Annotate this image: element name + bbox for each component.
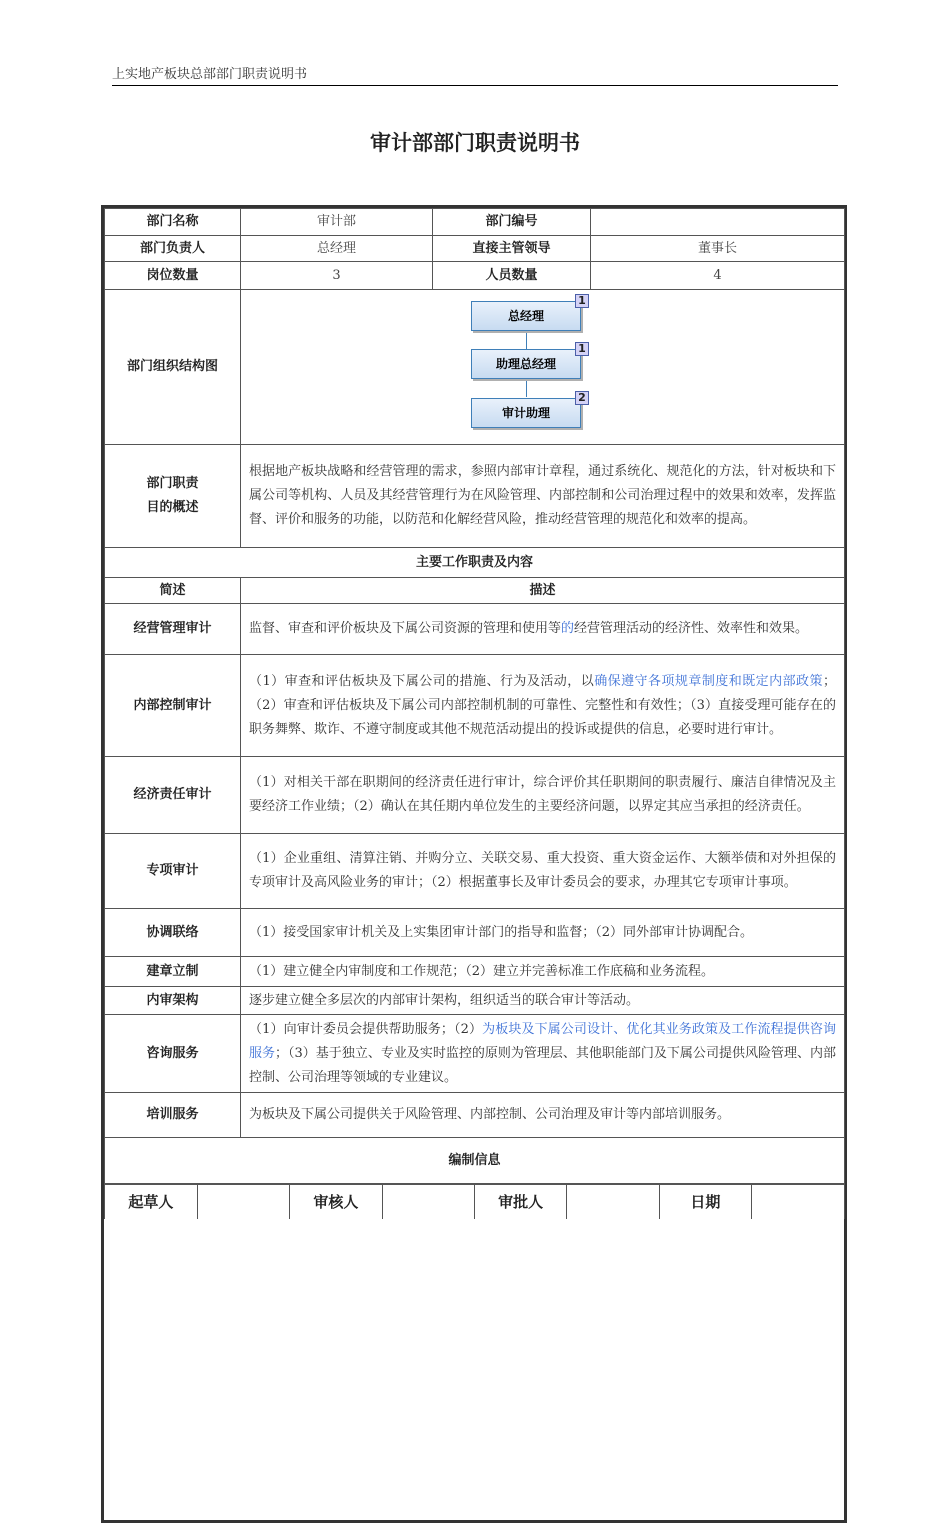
- supervisor-value: 董事长: [591, 236, 845, 262]
- drafter-label: 起草人: [105, 1185, 197, 1220]
- org-node-count-badge: 2: [575, 391, 589, 405]
- duty-text-highlight: 的: [561, 621, 575, 636]
- duty-title: 协调联络: [105, 909, 241, 957]
- date-value: [752, 1185, 844, 1220]
- org-chart-label: 部门组织结构图: [105, 290, 241, 445]
- purpose-label: [105, 445, 241, 548]
- org-connector: [526, 331, 527, 349]
- org-connector: [526, 379, 527, 397]
- org-node-count-badge: 1: [575, 342, 589, 356]
- org-node-general-manager: 总经理: [471, 301, 581, 331]
- responsibility-table: [104, 208, 845, 1219]
- dept-name-value: 审计部: [241, 209, 433, 236]
- duty-description: （1）接受国家审计机关及上实集团审计部门的指导和监督；（2）同外部审计协调配合。: [241, 909, 845, 957]
- duty-text-highlight: 确保遵守各项规章制度和既定内部政策: [594, 673, 823, 689]
- duty-description: [241, 655, 845, 757]
- duty-description: 为板块及下属公司提供关于风险管理、内部控制、公司治理及审计等内部培训服务。: [241, 1093, 845, 1138]
- dept-name-label: 部门名称: [105, 209, 241, 236]
- duty-text: 经营管理活动的经济性、效率性和效果。: [574, 621, 809, 636]
- approver-label: 审批人: [475, 1185, 567, 1220]
- positions-label: 岗位数量: [105, 262, 241, 290]
- compile-info-cell: [105, 1184, 845, 1220]
- org-chart: [241, 293, 844, 441]
- staff-value: 4: [591, 262, 845, 290]
- duty-description: （1）企业重组、清算注销、并购分立、关联交易、重大投资、重大资金运作、大额举债和对外担保的专项审计及高风险业务的审计；（2）根据董事长及审计委员会的要求，办理其它专项审计事项。: [241, 834, 845, 909]
- duty-description: 逐步建立健全多层次的内部审计架构，组织适当的联合审计等活动。: [241, 987, 845, 1015]
- duty-title: 内部控制审计: [105, 655, 241, 757]
- duty-text: ；（3）基于独立、专业及实时监控的原则为管理层、其他职能部门及下属公司提供风险管理、内部控制、公司治理等领域的专业建议。: [249, 1045, 836, 1085]
- date-label: 日期: [659, 1185, 751, 1220]
- positions-value: 3: [241, 262, 433, 290]
- duty-text: ；（2）审查和评估板块及下属公司内部控制机制的可靠性、完整性和有效性；（3）直接受理可能存在的职务舞弊、欺诈、不遵守制度或其他不规范活动提出的投诉或提供的信息，必要时进行审计。: [249, 673, 836, 737]
- compile-info-table: [105, 1184, 844, 1219]
- org-node-assistant-general-manager: 助理总经理: [471, 349, 581, 379]
- purpose-text: 根据地产板块战略和经营管理的需求，参照内部审计章程，通过系统化、规范化的方法，针对板块和下属公司等机构、人员及其经营管理行为在风险管理、内部控制和公司治理过程中的效果和效率，发挥监督、评价和服务的功能，以防范和化解经营风险，推动经营管理的规范化和效率的提高。: [241, 445, 845, 548]
- duties-section-title: 主要工作职责及内容: [105, 548, 845, 578]
- document-title: 审计部部门职责说明书: [370, 131, 580, 155]
- duty-title: 经营管理审计: [105, 604, 241, 655]
- duty-title: 专项审计: [105, 834, 241, 909]
- duty-title: 经济责任审计: [105, 757, 241, 834]
- org-node-count-badge: 1: [575, 294, 589, 308]
- duty-title: 咨询服务: [105, 1015, 241, 1093]
- duty-text: 监督、审查和评价板块及下属公司资源的管理和使用等: [249, 621, 562, 636]
- drafter-value: [197, 1185, 289, 1220]
- supervisor-label: 直接主管领导: [433, 236, 591, 262]
- duty-title: 内审架构: [105, 987, 241, 1015]
- approver-value: [567, 1185, 659, 1220]
- page-header: 上实地产板块总部部门职责说明书: [112, 63, 838, 86]
- duty-text: （1）向审计委员会提供帮助服务；（2）: [249, 1021, 483, 1037]
- dept-head-value: 总经理: [241, 236, 433, 262]
- purpose-label-line2: 目的概述: [146, 500, 199, 515]
- dept-head-label: 部门负责人: [105, 236, 241, 262]
- reviewer-label: 审核人: [290, 1185, 382, 1220]
- description-column-header: 描述: [241, 578, 845, 604]
- summary-column-header: 简述: [105, 578, 241, 604]
- duty-description: [241, 1015, 845, 1093]
- duty-description: （1）对相关干部在职期间的经济责任进行审计，综合评价其任职期间的职责履行、廉洁自律情况及主要经济工作业绩；（2）确认在其任期内单位发生的主要经济问题，以界定其应当承担的经济责任。: [241, 757, 845, 834]
- duty-description: （1）建立健全内审制度和工作规范；（2）建立并完善标准工作底稿和业务流程。: [241, 957, 845, 987]
- purpose-label-line1: 部门职责: [146, 476, 199, 491]
- staff-label: 人员数量: [433, 262, 591, 290]
- reviewer-value: [382, 1185, 474, 1220]
- duty-text-highlight: 为板块及下属公司设计、优化其业务政策及工作流程提供咨询服务: [249, 1021, 836, 1061]
- dept-code-value: [591, 209, 845, 236]
- duty-title: 建章立制: [105, 957, 241, 987]
- duty-text: （1）审查和评估板块及下属公司的措施、行为及活动，以: [249, 673, 595, 689]
- duty-title: 培训服务: [105, 1093, 241, 1138]
- compile-info-title: 编制信息: [105, 1138, 845, 1184]
- duty-description: [241, 604, 845, 655]
- dept-code-label: 部门编号: [433, 209, 591, 236]
- org-node-audit-assistant: 审计助理: [471, 398, 581, 428]
- org-chart-cell: [241, 290, 845, 445]
